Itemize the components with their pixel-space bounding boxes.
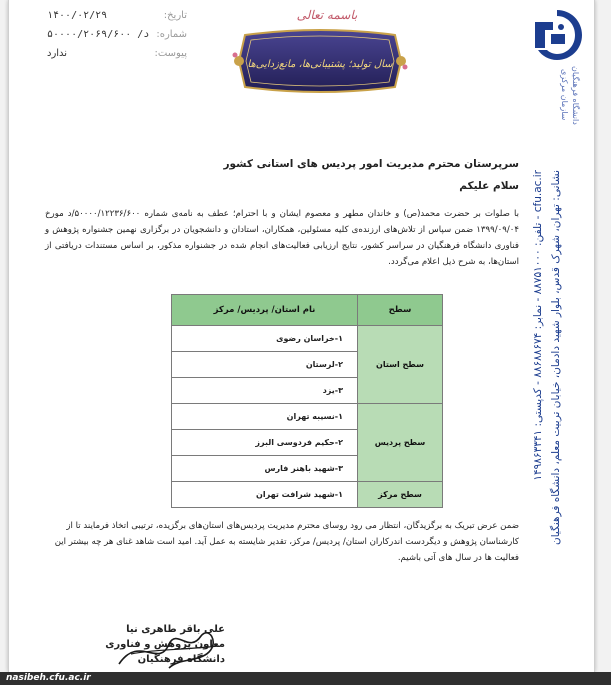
address-text: نشانی: تهران، شهرک قدس، بلوار شهید دادمان، خیابان تربیت معلم، دانشگاه فرهنگیان	[550, 170, 562, 546]
table-cell-name: ۲-حکیم فردوسی البرز	[172, 430, 358, 456]
meta-date-value: ۱۴۰۰/۰۲/۲۹	[47, 10, 108, 21]
letter-closing: ضمن عرض تبریک به برگزیدگان، انتظار می رود روسای محترم مدیریت پردیس‌های استان‌های برگزیده، ترتیبی اتخاذ فرمایند تا از کارشناسان پژوهش و دیگردست اندرکاران استان/ پردیس/ مرکز، تقدیر شایسته به عمل آید. امید است شاهد غنای هر چه بیشتر این فعالیت ها در سال های آتی باشیم.	[54, 521, 519, 563]
letter-page	[8, 0, 595, 672]
table-header-level: سطح	[358, 295, 443, 326]
signatory-org: دانشگاه فرهنگیان	[137, 654, 225, 665]
table-row	[172, 326, 443, 352]
footer-watermark[interactable]: nasibeh.cfu.ac.ir	[6, 673, 91, 683]
meta-attachment-row	[47, 44, 187, 63]
university-name: دانشگاه فرهنگیان	[571, 65, 580, 125]
signatory-title: معاون پژوهش و فناوری	[105, 639, 225, 650]
letter-recipient: سرپرستان محترم مدیریت امور پردیس های استانی کشور	[223, 158, 519, 170]
results-table	[171, 294, 443, 508]
meta-date-label: تاریخ:	[163, 10, 187, 21]
letter-body: با صلوات بر حضرت محمد(ص) و خاندان مطهر و معصوم ایشان و با احترام؛ عطف به نامه‌ی شماره ۵۰۰۰۰/۱۲۲۳۶/۶۰۰/د مورخ ۱۳۹۹/۰۹/۰۴ ضمن سپاس از تلاش‌های ارزنده‌ی کلیه مسئولین، همکاران، استادان و دانشجویان در برگزاری نهمین جشنواره پژوهش و فناوری دانشگاه فرهنگیان در سراسر کشور، نتایج ارزیابی فعالیت‌های انجام شده در جشنواره مذکور، بر اساس مستندات دریافتی از استان‌ها، به شرح ذیل اعلام می‌گردد.	[45, 209, 519, 267]
handwritten-signature-icon	[109, 624, 229, 672]
level-province: سطح استان	[358, 326, 443, 404]
phone-sidebar	[526, 170, 550, 670]
level-campus: سطح پردیس	[358, 404, 443, 482]
meta-attachment-value: ندارد	[47, 48, 68, 59]
meta-attachment-label: پیوست:	[154, 48, 187, 59]
table-row	[172, 404, 443, 430]
university-emblem-icon	[527, 8, 587, 66]
year-slogan-banner	[231, 27, 409, 95]
footer-bar	[0, 672, 611, 685]
university-sub: سازمان مرکزی	[560, 69, 569, 121]
table-cell-name: ۲-لرستان	[172, 352, 358, 378]
basmala: باسمه تعالی	[296, 8, 358, 22]
university-logo	[527, 8, 587, 123]
phone-text: تلفن: ۸۸۷۵۱۰۰۰ - نمابر: ۸۸۶۸۸۶۷۴ - کدپستی: ۱۴۹۸۶۳۳۴۱ - cfu.ac.ir	[532, 170, 544, 481]
letter-meta	[47, 6, 187, 63]
table-cell-name: ۳-شهید باهنر فارس	[172, 456, 358, 482]
table-row	[172, 482, 443, 508]
meta-number-row	[47, 25, 187, 44]
table-cell-name: ۱-شهید شرافت تهران	[172, 482, 358, 508]
table-cell-name: ۱-خراسان رضوی	[172, 326, 358, 352]
meta-number-value: ۵۰۰۰۰/۲۰۶۹/۶۰۰ /د	[47, 29, 150, 40]
meta-date-row	[47, 6, 187, 25]
table-cell-name: ۳-یزد	[172, 378, 358, 404]
signatory-name: علی باقر طاهری نیا	[126, 624, 225, 635]
table-cell-name: ۱-نسیبه تهران	[172, 404, 358, 430]
level-center: سطح مرکز	[358, 482, 443, 508]
banner-slogan-text: سال تولید؛ پشتیبانی‌ها، مانع‌زدایی‌ها	[247, 59, 393, 70]
letter-greeting: سلام علیکم	[459, 180, 519, 192]
table-header-row	[172, 295, 443, 326]
university-name-vertical	[557, 60, 581, 130]
table-header-name: نام استان/ پردیس/ مرکز	[172, 295, 358, 326]
meta-number-label: شماره:	[156, 29, 187, 40]
